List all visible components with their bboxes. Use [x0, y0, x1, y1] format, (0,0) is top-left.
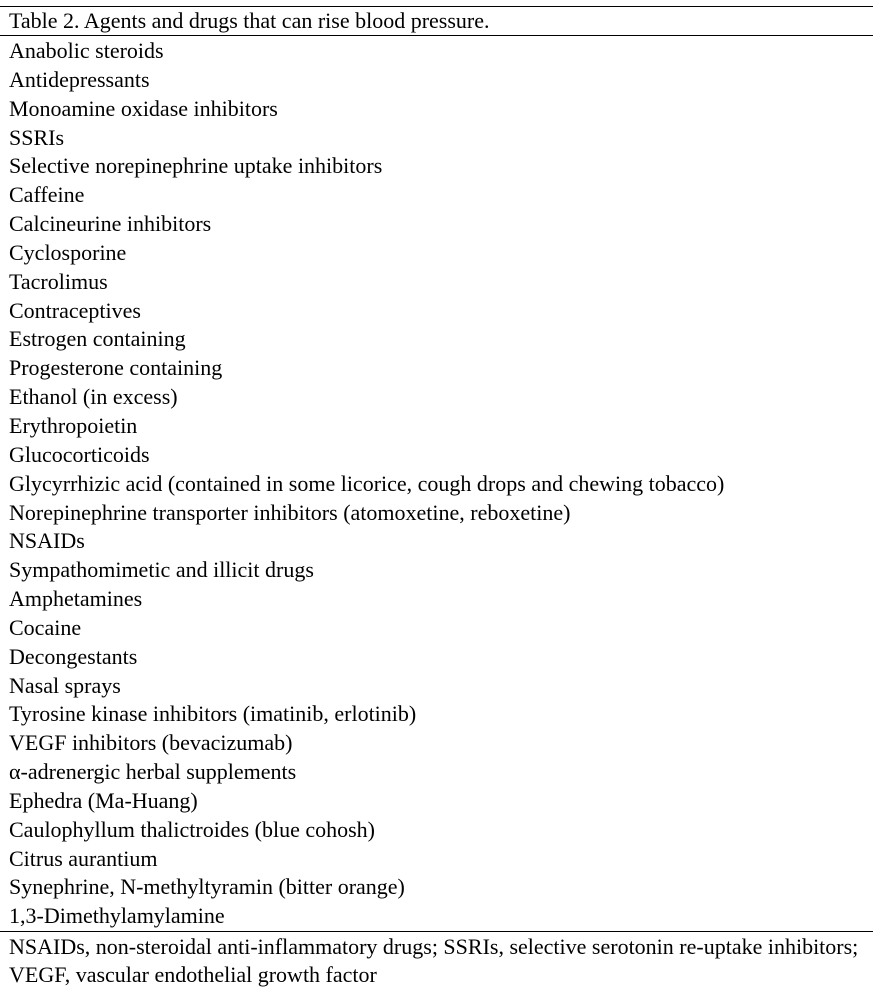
- table-row: Cocaine: [9, 614, 82, 640]
- table-row: Sympathomimetic and illicit drugs: [9, 557, 314, 583]
- table-row: Citrus aurantium: [9, 845, 158, 871]
- table-row: Glycyrrhizic acid (contained in some licorice, cough drops and chewing tobacco): [9, 470, 725, 496]
- table-row: Anabolic steroids: [9, 38, 164, 63]
- table-row: Erythropoietin: [9, 412, 138, 438]
- table-row: Caffeine: [9, 182, 85, 208]
- table-row: Contraceptives: [9, 297, 141, 323]
- table-row: Antidepressants: [9, 66, 150, 92]
- table-row: NSAIDs: [9, 528, 85, 554]
- table-row: Ethanol (in excess): [9, 384, 178, 410]
- table-footnote: NSAIDs, non-steroidal anti-inflammatory drugs; SSRIs, selective serotonin re-uptake inhibitors; VEGF, vascular endothelial growth factor: [9, 934, 859, 988]
- table-row: SSRIs: [9, 124, 65, 150]
- table-row: Monoamine oxidase inhibitors: [9, 95, 278, 121]
- table-row: Calcineurine inhibitors: [9, 211, 212, 237]
- table-row: Synephrine, N-methyltyramin (bitter orange): [9, 874, 405, 900]
- table-row: Norepinephrine transporter inhibitors (atomoxetine, reboxetine): [9, 499, 571, 525]
- table-row: 1,3-Dimethylamylamine: [9, 903, 225, 929]
- table-row: Tacrolimus: [9, 268, 108, 294]
- table-row: Glucocorticoids: [9, 441, 150, 467]
- table-row: Estrogen containing: [9, 326, 186, 352]
- table-body: [0, 36, 873, 931]
- table-row: Progesterone containing: [9, 355, 223, 381]
- table-row: Nasal sprays: [9, 672, 121, 698]
- table-row: Selective norepinephrine uptake inhibitors: [9, 153, 383, 179]
- table-row: Caulophyllum thalictroides (blue cohosh): [9, 816, 375, 842]
- table-row: Cyclosporine: [9, 239, 127, 265]
- table-row: VEGF inhibitors (bevacizumab): [9, 730, 293, 756]
- table-row: Decongestants: [9, 643, 138, 669]
- table-row: Amphetamines: [9, 586, 143, 612]
- drug-table: [0, 6, 873, 989]
- table-caption: Table 2. Agents and drugs that can rise blood pressure.: [9, 8, 490, 33]
- table-row: α-adrenergic herbal supplements: [9, 759, 297, 785]
- table-row: Ephedra (Ma-Huang): [9, 787, 198, 813]
- table-row: Tyrosine kinase inhibitors (imatinib, erlotinib): [9, 701, 417, 727]
